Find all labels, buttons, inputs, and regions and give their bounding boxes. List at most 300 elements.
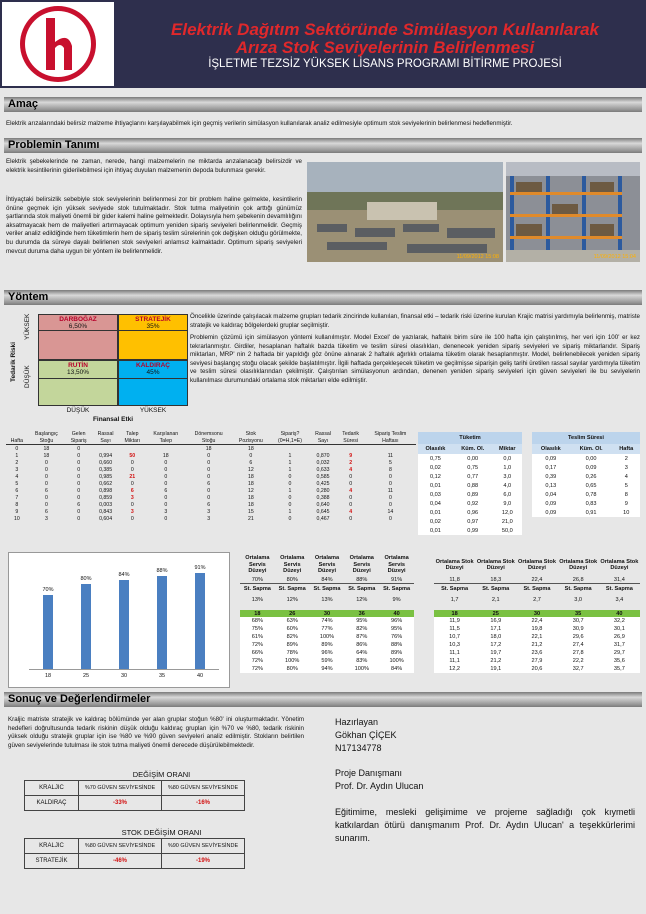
sim-cell: 0,467 xyxy=(316,515,330,522)
sim-header-cell: Sipariş Teslim xyxy=(374,430,407,437)
chart-bar xyxy=(81,584,91,669)
chart-bar xyxy=(43,595,53,669)
sim-cell: 0,662 xyxy=(99,480,113,487)
servis-header-cell: Ortalama Servis Düzeyi xyxy=(280,555,305,575)
matrix-value-rutin: 13,50% xyxy=(66,369,90,376)
sim-cell: 0,003 xyxy=(99,501,113,508)
servis-cell: 84% xyxy=(379,665,414,673)
result2-name: STRATEJİK xyxy=(25,854,79,869)
sim-cell: 2 xyxy=(349,459,353,466)
table-row xyxy=(532,481,640,490)
tuketim-cell: 0,97 xyxy=(467,518,479,525)
sim-header-cell: (0=H,1=E) xyxy=(270,437,309,445)
sim-cell: 21 xyxy=(247,515,254,522)
sim-cell: 0,388 xyxy=(316,494,330,501)
sim-cell: 0 xyxy=(164,501,168,508)
tuketim-cell: 50,0 xyxy=(501,527,513,534)
stok-header-cell: Ortalama Stok Düzeyi xyxy=(600,558,639,571)
stok-header-cell: Ortalama Stok Düzeyi xyxy=(476,558,515,571)
servis-average-cell: 84% xyxy=(310,576,345,584)
sim-cell: 14 xyxy=(387,508,394,515)
servis-cell: 72% xyxy=(240,657,275,665)
servis-cell: 89% xyxy=(275,641,310,649)
sim-cell: 0 xyxy=(288,480,292,487)
result1-name: KALDIRAÇ xyxy=(25,796,79,811)
sim-cell: 18 xyxy=(247,494,254,501)
servis-sapma-cell: 12% xyxy=(356,596,368,603)
sim-cell: 6 xyxy=(77,501,81,508)
stok-sapma-cell: 2,1 xyxy=(491,596,500,603)
servis-cell: 95% xyxy=(379,625,414,633)
servis-sapma-label: St. Sapma xyxy=(313,586,341,593)
table-row xyxy=(6,452,416,459)
stok-cell: 30,1 xyxy=(599,625,640,633)
warehouse-shelves-photo xyxy=(506,162,640,262)
servis-average-cell: 91% xyxy=(379,576,414,584)
servis-cell: 89% xyxy=(379,649,414,657)
sim-cell: 6 xyxy=(249,459,253,466)
servis-header-cell: Ortalama Servis Düzeyi xyxy=(314,555,340,575)
chart-x-tick-label: 35 xyxy=(158,673,166,679)
servis-level-cell: 26 xyxy=(275,610,310,617)
tuketim-title-row xyxy=(418,432,522,444)
result2-caption: STOK DEĞİŞİM ORANI xyxy=(79,826,245,839)
servis-sapma-label: St. Sapma xyxy=(243,586,271,593)
tuketim-cell: 0,02 xyxy=(429,464,441,471)
sim-cell: 0 xyxy=(288,473,292,480)
stok-level-cell: 30 xyxy=(516,610,557,617)
stok-header-row xyxy=(434,554,640,576)
tuketim-cell: 0,01 xyxy=(429,527,441,534)
sim-header-cell: Gelen xyxy=(71,430,86,437)
servis-level-cell: 40 xyxy=(379,610,414,617)
sim-cell: 12 xyxy=(247,487,254,494)
sim-cell: 18 xyxy=(43,452,50,459)
stok-cell: 19,8 xyxy=(516,625,557,633)
servis-sapma-label-row xyxy=(240,584,414,595)
sim-cell: 7 xyxy=(15,494,19,501)
servis-cell: 87% xyxy=(344,633,379,641)
stok-cell: 12,2 xyxy=(434,665,475,673)
matrix-divider xyxy=(38,330,188,331)
stok-sapma-label-row xyxy=(434,584,640,595)
sim-cell: 0 xyxy=(130,466,134,473)
sim-cell: 0 xyxy=(77,445,81,452)
stok-cell: 31,7 xyxy=(599,641,640,649)
sim-cell: 0,898 xyxy=(99,487,113,494)
tuketim-cell: 0,01 xyxy=(429,482,441,489)
stok-average-cell: 31,4 xyxy=(599,576,640,584)
stok-average-cell: 22,4 xyxy=(516,576,557,584)
author-id: N17134778 xyxy=(335,743,382,753)
table-row xyxy=(434,617,640,625)
sim-header-cell: Talep xyxy=(126,430,139,437)
chart-x-tick-label: 25 xyxy=(82,673,90,679)
result2-h1: %80 GÜVEN SEVİYESİNDE xyxy=(79,839,162,854)
sim-cell: 0,640 xyxy=(316,501,330,508)
sim-cell: 0,870 xyxy=(316,452,330,459)
sim-cell: 1 xyxy=(288,466,292,473)
poster-subtitle: İŞLETME TEZSİZ YÜKSEK LİSANS PROGRAMI BİTİRME PROJESİ xyxy=(208,58,562,70)
stok-sapma-label: St. Sapma xyxy=(605,586,633,593)
table-row xyxy=(418,463,522,472)
tuketim-cell: 0,77 xyxy=(467,473,479,480)
sim-cell: 3 xyxy=(130,494,134,501)
sim-cell: 0,660 xyxy=(99,459,113,466)
university-logo xyxy=(2,2,114,86)
servis-cell: 86% xyxy=(344,641,379,649)
teslim-cell: 0,39 xyxy=(545,473,557,480)
author-label: Hazırlayan xyxy=(335,717,379,727)
teslim-cell: 0,09 xyxy=(545,455,557,462)
warehouse-yard-photo xyxy=(307,162,503,262)
tuketim-table xyxy=(418,432,522,535)
teslim-table xyxy=(532,432,640,517)
stok-cell: 29,7 xyxy=(599,649,640,657)
table-row xyxy=(240,617,414,625)
stok-cell: 11,1 xyxy=(434,649,475,657)
stratejik-result-table xyxy=(24,826,245,869)
sim-cell: 1 xyxy=(288,459,292,466)
stok-cell: 29,6 xyxy=(558,633,599,641)
teslim-cell: 3 xyxy=(624,464,628,471)
sim-cell: 1 xyxy=(15,452,19,459)
servis-sapma-label: St. Sapma xyxy=(278,586,306,593)
table-row xyxy=(240,665,414,673)
servis-average-row xyxy=(240,576,414,584)
sim-cell: 0 xyxy=(164,480,168,487)
stok-cell: 11,1 xyxy=(434,657,475,665)
sim-cell: 6 xyxy=(130,487,134,494)
sim-cell: 9 xyxy=(15,508,19,515)
sim-cell: 0 xyxy=(77,508,81,515)
sim-cell: 0 xyxy=(45,480,48,487)
table-row xyxy=(418,481,522,490)
stok-cell: 35,6 xyxy=(599,657,640,665)
teslim-header-cell: Küm. Ol. xyxy=(570,444,613,454)
matrix-value-stratejik: 35% xyxy=(146,323,160,330)
sim-cell: 0,032 xyxy=(316,459,330,466)
stok-average-row xyxy=(434,576,640,584)
servis-cell: 77% xyxy=(310,625,345,633)
servis-levels-row xyxy=(240,610,414,617)
tuketim-cell: 0,92 xyxy=(467,500,479,507)
stok-cell: 10,7 xyxy=(434,633,475,641)
servis-level-cell: 30 xyxy=(310,610,345,617)
servis-level-cell: 36 xyxy=(344,610,379,617)
result1-h1: %70 GÜVEN SEVİYESİNDE xyxy=(79,781,162,796)
teslim-cell: 10 xyxy=(623,509,630,516)
servis-average-cell: 88% xyxy=(344,576,379,584)
sim-header-cell: Başlangıç xyxy=(35,430,58,437)
tuketim-cell: 0,02 xyxy=(429,518,441,525)
table-row xyxy=(418,499,522,508)
stok-cell: 19,7 xyxy=(475,649,516,657)
teslim-cell: 0,09 xyxy=(545,509,557,516)
sim-cell: 11 xyxy=(387,452,394,459)
table-row xyxy=(240,649,414,657)
sim-cell: 0 xyxy=(349,515,353,522)
yontem-text-1: Öncelikle üzerinde çalışılacak malzeme grupları tedarik zincirinde kullanılan, finansal etki – tedarik riski üzerine kurulan Krajic matrisi yardımıyla belirlenmiş, matriste stratejik ve kaldıraç bölgelerdeki gruplar seçilmiştir. xyxy=(190,313,640,329)
sim-cell: 0 xyxy=(45,466,48,473)
teslim-cell: 0,78 xyxy=(585,491,597,498)
servis-cell: 94% xyxy=(310,665,345,673)
sim-header-row xyxy=(6,437,416,445)
stok-sapma-label: St. Sapma xyxy=(564,586,592,593)
sim-cell: 0 xyxy=(349,473,353,480)
sim-cell: 0 xyxy=(207,487,211,494)
photo-timestamp-2: 11/09/2012 15:04 xyxy=(593,254,636,260)
matrix-label-rutin: RUTİN xyxy=(68,362,88,369)
servis-table xyxy=(240,554,414,673)
sim-cell: 3 xyxy=(15,466,19,473)
chart-baseline xyxy=(29,669,219,670)
sim-cell: 11 xyxy=(387,487,394,494)
stok-cell: 17,2 xyxy=(475,641,516,649)
servis-header-cell: Ortalama Servis Düzeyi xyxy=(349,555,374,575)
sim-cell: 6 xyxy=(45,487,48,494)
sim-cell: 0 xyxy=(388,473,392,480)
table-row xyxy=(434,665,640,673)
stok-levels-row xyxy=(434,610,640,617)
sim-cell: 0 xyxy=(288,494,292,501)
chart-data-label: 84% xyxy=(118,571,130,578)
sim-cell: 0 xyxy=(45,473,48,480)
stok-header-cell: Ortalama Stok Düzeyi xyxy=(518,558,556,571)
servis-cell: 83% xyxy=(344,657,379,665)
table-row xyxy=(6,459,416,466)
teslim-cell: 0,91 xyxy=(585,509,597,516)
teslim-cell: 0,65 xyxy=(585,482,597,489)
sim-header-cell xyxy=(6,430,28,437)
sim-cell: 0 xyxy=(45,494,48,501)
chart-data-label: 80% xyxy=(80,576,92,583)
teslim-cell: 8 xyxy=(624,491,628,498)
sim-cell: 6 xyxy=(207,480,211,487)
tuketim-header-row xyxy=(418,444,522,454)
servis-cell: 72% xyxy=(240,665,275,673)
sim-cell: 9 xyxy=(349,452,353,459)
sim-cell: 0 xyxy=(288,515,292,522)
stok-cell: 30,7 xyxy=(558,617,599,625)
servis-cell: 75% xyxy=(240,625,275,633)
table-row xyxy=(240,641,414,649)
servis-sapma-label: St. Sapma xyxy=(383,586,411,593)
sim-cell: 6 xyxy=(45,508,48,515)
servis-cell: 72% xyxy=(240,641,275,649)
sim-cell: 18 xyxy=(247,501,254,508)
stok-cell: 27,8 xyxy=(558,649,599,657)
sim-cell xyxy=(146,445,186,453)
teslim-cell: 0,17 xyxy=(545,464,557,471)
table-row xyxy=(532,499,640,508)
tuketim-header-cell: Küm. Ol. xyxy=(453,444,493,454)
servis-cell: 96% xyxy=(310,649,345,657)
sim-cell: 0,585 xyxy=(316,473,330,480)
stok-cell: 19,1 xyxy=(475,665,516,673)
servis-cell: 59% xyxy=(310,657,345,665)
servis-cell: 78% xyxy=(275,649,310,657)
table-row xyxy=(6,473,416,480)
sim-cell: 0 xyxy=(388,515,392,522)
table-row xyxy=(6,487,416,494)
stok-level-cell: 35 xyxy=(558,610,599,617)
sonuc-text: Kraljic matriste stratejik ve kaldıraç bölümünde yer alan gruplar stoğun %80' ini oluşturmaktadır. Yönetim hedefleri doğrultusunda tedarik riskinin düşük olduğu kaldıraç grupları için %70 ve %80, tedarik riskinin yüksek olduğu stratejik gruplar için ise %80 ve %90 güven seviyeleri analiz edilmiştir. Stokların belirtilen güven seviyelerinde tutulması ile stok tutma maliyeti önemli derecede düşürülebilmektedir. xyxy=(8,716,304,749)
stok-sapma-cell: 2,7 xyxy=(533,596,541,603)
table-row xyxy=(418,490,522,499)
teslim-cell: 0,26 xyxy=(585,473,597,480)
sim-cell: 0,425 xyxy=(316,480,330,487)
yontem-text-2: Problemin çözümü için simülasyon yöntemi kullanılmıştır. Model Excel' de yazılarak, haftalık birim süre ile 100 hafta için çalıştırılmış, her veri için 100' er kez tekrarlanmıştır. Girdiler, hesaplanan haftalık bazda tüketim ve teslim süresi olasılıkları, denenecek yeniden sipariş seviyeleri ve sipariş miktarlarıdır. Sipariş miktarları, MRP' nin 2 haftada bir yapıldığı göz önüne alınarak 2 haftalık ağırlıklı ortalama tüketim olarak hesaplanmıştır. Model, belirlenebilecek yeniden sipariş seviyesi başlangıç stoğu olacak şekilde başlatılmıştır. İlgili haftada gerçekleşecek tüketim ve geçilmişse siparişin geliş tarihi üretilen rassal sayılar yardımıyla tüketim ve teslim süresi olasılıklarından çekilmiştir. Çalıştırılan simülasyonun ardından, denenen yeniden sipariş seviyeleri için güven seviyeleri ile bu seviyelerin kullanılması durumundaki ortalama stok miktarları elde edilmiştir. xyxy=(190,334,640,384)
table-row xyxy=(6,480,416,487)
stok-sapma-row xyxy=(434,594,640,605)
servis-cell: 100% xyxy=(310,633,345,641)
table-row xyxy=(6,494,416,501)
poster-header xyxy=(0,0,646,88)
sim-cell: 3 xyxy=(207,508,211,515)
servis-header-cell: Ortalama Servis Düzeyi xyxy=(245,555,270,575)
stok-cell: 20,6 xyxy=(516,665,557,673)
teslim-cell: 0,00 xyxy=(585,455,597,462)
matrix-value-kaldirac: 45% xyxy=(146,369,160,376)
tuketim-cell: 0,0 xyxy=(503,455,512,462)
sim-header-cell: Sayı xyxy=(310,437,337,445)
result1-row-label: KRALJIC xyxy=(25,781,79,796)
advisor-label: Proje Danışmanı xyxy=(335,768,403,778)
sim-cell: 0 xyxy=(207,459,211,466)
sim-cell: 0,994 xyxy=(99,452,113,459)
sim-cell: 0 xyxy=(77,515,81,522)
teslim-cell: 0,83 xyxy=(585,500,597,507)
author-name: Gökhan ÇİÇEK xyxy=(335,730,397,740)
tuketim-cell: 9,0 xyxy=(503,500,512,507)
matrix-divider xyxy=(38,378,188,379)
matrix-y-title: Tedarik Riski xyxy=(10,342,17,382)
servis-cell: 61% xyxy=(240,633,275,641)
tuketim-cell: 0,75 xyxy=(467,464,479,471)
sim-cell: 6 xyxy=(207,501,211,508)
sim-cell: 0 xyxy=(164,459,168,466)
servis-cell: 63% xyxy=(275,617,310,625)
sim-cell xyxy=(92,445,119,453)
sim-header-cell: Stoğu xyxy=(186,437,231,445)
chart-x-tick-label: 18 xyxy=(44,673,52,679)
stok-cell: 22,1 xyxy=(516,633,557,641)
sim-cell: 5 xyxy=(388,459,392,466)
table-row xyxy=(434,625,640,633)
tuketim-cell: 12,0 xyxy=(501,509,513,516)
tuketim-cell: 0,12 xyxy=(429,473,441,480)
service-level-bar-chart xyxy=(8,552,230,688)
stok-cell: 16,9 xyxy=(475,617,516,625)
matrix-label-darbogaz: DARBOĞAZ xyxy=(59,316,97,323)
amac-text: Elektrik arızalarındaki belirsiz malzeme ihtiyaçlarını karşılayabilmek için geçmiş verilerin simülasyon kullanılarak analiz edilmesiyle optimum stok seviyelerinin belirlenmesi hedeflenmiştir. xyxy=(6,120,513,127)
servis-sapma-row xyxy=(240,594,414,605)
sim-cell: 0 xyxy=(77,480,81,487)
sim-header-cell: Pozisyonu xyxy=(231,437,270,445)
servis-header-row xyxy=(240,554,414,576)
stok-sapma-label: St. Sapma xyxy=(523,586,551,593)
matrix-y-low: DÜŞÜK xyxy=(24,365,31,388)
section-amac-heading: Amaç xyxy=(4,97,642,112)
sim-cell: 18 xyxy=(247,473,254,480)
poster-title-line1: Elektrik Dağıtım Sektöründe Simülasyon Kullanılarak xyxy=(171,20,599,39)
stok-cell: 27,9 xyxy=(516,657,557,665)
servis-cell: 100% xyxy=(379,657,414,665)
sim-cell: 0 xyxy=(130,515,134,522)
stok-cell: 10,3 xyxy=(434,641,475,649)
tuketim-cell: 6,0 xyxy=(503,491,512,498)
tuketim-cell: 0,03 xyxy=(429,491,441,498)
sim-cell: 12 xyxy=(247,466,254,473)
servis-sapma-cell: 13% xyxy=(321,596,333,603)
teslim-cell: 0,09 xyxy=(545,500,557,507)
tuketim-cell: 0,96 xyxy=(467,509,479,516)
sim-cell: 0 xyxy=(288,501,292,508)
stok-sapma-cell: 3,4 xyxy=(615,596,624,603)
result2-row-label: KRALJIC xyxy=(25,839,79,854)
sim-cell: 10 xyxy=(13,515,20,522)
chart-bar xyxy=(195,573,205,669)
matrix-x-title: Finansal Etki xyxy=(92,416,134,423)
stok-cell: 35,7 xyxy=(599,665,640,673)
result2-h2: %90 GÜVEN SEVİYESİNDE xyxy=(162,839,245,854)
sim-header-cell: Haftası xyxy=(365,437,416,445)
sim-cell: 18 xyxy=(43,445,50,452)
sim-cell: 0 xyxy=(388,480,392,487)
servis-cell: 64% xyxy=(344,649,379,657)
tuketim-cell: 0,04 xyxy=(429,500,441,507)
stok-level-cell: 18 xyxy=(434,610,475,617)
sim-cell: 0,385 xyxy=(99,466,113,473)
tuketim-header-cell: Olasılık xyxy=(418,444,453,454)
sim-cell: 3 xyxy=(207,515,211,522)
stok-cell: 21,2 xyxy=(516,641,557,649)
stok-cell: 21,2 xyxy=(475,657,516,665)
matrix-value-darbogaz: 6,50% xyxy=(68,323,88,330)
stok-cell: 11,5 xyxy=(434,625,475,633)
sim-cell xyxy=(365,445,416,453)
sim-cell: 4 xyxy=(349,508,353,515)
sim-cell: 8 xyxy=(388,466,392,473)
sim-header-cell: Sipariş xyxy=(65,437,92,445)
stok-average-cell: 26,8 xyxy=(558,576,599,584)
sim-cell: 4 xyxy=(15,473,19,480)
sim-cell: 0 xyxy=(45,501,48,508)
servis-cell: 82% xyxy=(275,633,310,641)
tuketim-title: Tüketim xyxy=(418,432,522,444)
sim-cell: 1 xyxy=(288,452,292,459)
stok-average-cell: 18,3 xyxy=(475,576,516,584)
tuketim-cell: 1,0 xyxy=(503,464,512,471)
sim-cell: 1 xyxy=(288,487,292,494)
table-row xyxy=(6,515,416,522)
sim-header-cell: Rassal xyxy=(97,430,114,437)
servis-cell: 68% xyxy=(240,617,275,625)
servis-cell: 76% xyxy=(379,633,414,641)
servis-cell: 82% xyxy=(344,625,379,633)
sim-header-cell: Sayı xyxy=(92,437,119,445)
stok-cell: 17,1 xyxy=(475,625,516,633)
advisor-name: Prof. Dr. Aydın Ulucan xyxy=(335,781,424,791)
teslim-title-row xyxy=(532,432,640,444)
sim-cell: 0,633 xyxy=(316,466,330,473)
table-row xyxy=(434,649,640,657)
sim-cell: 0 xyxy=(77,459,81,466)
table-row xyxy=(240,633,414,641)
stok-sapma-cell: 1,7 xyxy=(450,596,459,603)
sim-cell: 0 xyxy=(45,459,48,466)
